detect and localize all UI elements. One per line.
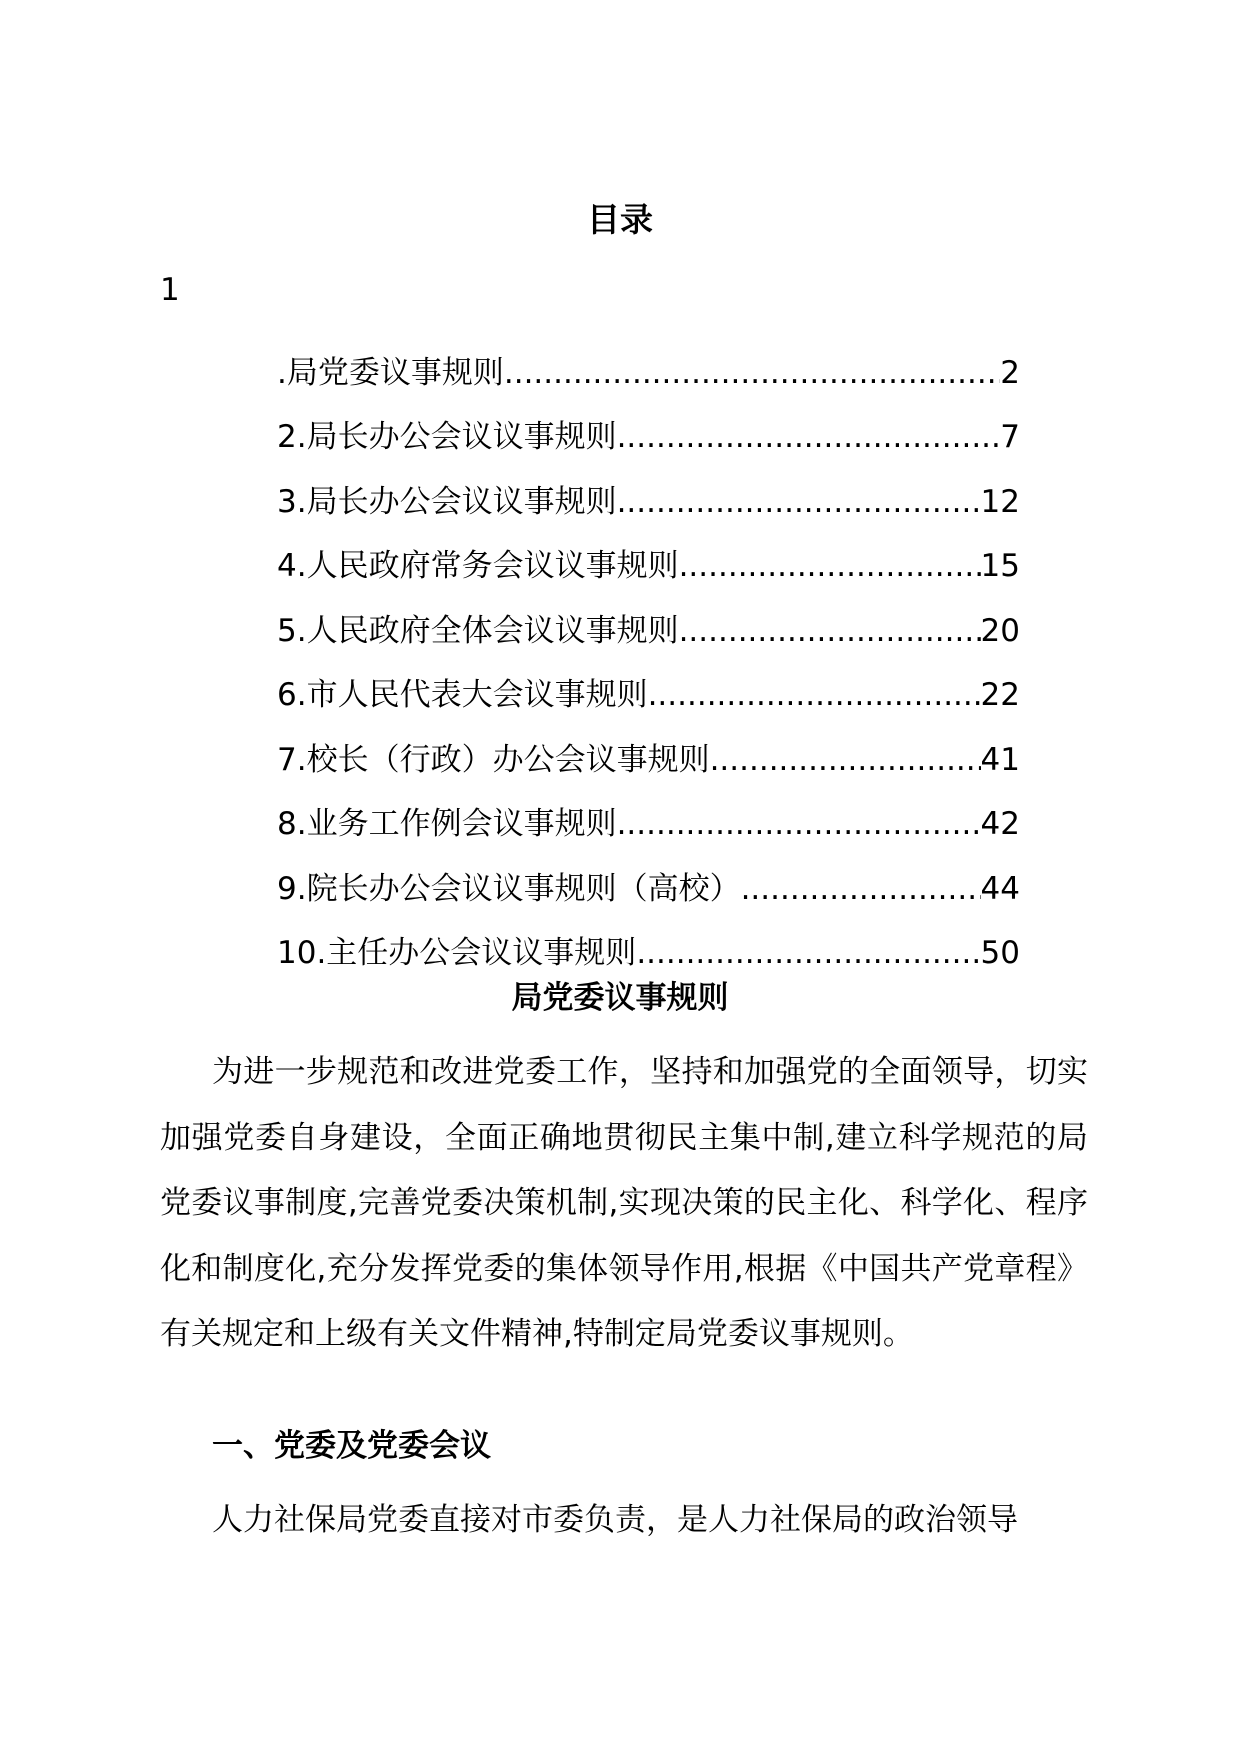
toc-item-label: 10.主任办公会议议事规则 [277,935,637,971]
toc-leader [710,738,981,782]
toc-item-page: 50 [980,935,1020,971]
toc-item-page: 22 [980,677,1020,713]
section-heading: 一、党委及党委会议 [212,1428,491,1464]
toc-leader [741,867,981,911]
toc-item-page: 42 [980,806,1020,842]
toc-item-page: 44 [980,870,1020,907]
toc-item[interactable] [277,653,1020,718]
toc-item-label: 2.局长办公会议议事规则 [277,419,617,455]
toc-leader [617,802,981,846]
toc-item[interactable] [277,717,1020,782]
toc-leader [636,931,980,975]
toc-list [277,330,1020,975]
toc-item-label: 6.市人民代表大会议事规则 [277,677,648,713]
section-paragraph: 人力社保局党委直接对市委负责，是人力社保局的政治领导 [212,1502,1018,1538]
toc-item-label: 8.业务工作例会议事规则 [277,806,617,842]
toc-item-label: 4.人民政府常务会议议事规则 [277,548,679,584]
toc-item[interactable] [277,395,1020,460]
toc-item-label: 3.局长办公会议议事规则 [277,483,617,520]
toc-item[interactable] [277,330,1020,395]
toc-number: 1 [160,272,180,308]
toc-item-label: 5.人民政府全体会议议事规则 [277,612,679,649]
toc-leader [648,673,981,717]
toc-item-page: 7 [1000,419,1020,455]
toc-leader [679,544,981,588]
toc-item-page: 20 [980,612,1020,649]
toc-item[interactable] [277,524,1020,589]
toc-item-label: 7.校长（行政）办公会议事规则 [277,741,710,778]
toc-item[interactable] [277,588,1020,653]
intro-paragraph: 为进一步规范和改进党委工作，坚持和加强党的全面领导，切实加强党委自身建设，全面正确地贯彻民主集中制,建立科学规范的局党委议事制度,完善党委决策机制,实现决策的民主化、科学化、程序化和制度化,充分发挥党委的集体领导作用,根据《中国共产党章程》有关规定和上级有关文件精神,特制定局党委议事规则。 [160,1054,1088,1352]
toc-item[interactable] [277,846,1020,911]
toc-item-page: 41 [980,741,1020,778]
toc-item[interactable] [277,459,1020,524]
toc-leader [504,351,1000,395]
toc-item-page: 2 [1000,354,1020,391]
toc-leader [617,480,981,524]
toc-item[interactable] [277,911,1020,976]
toc-title: 目录 [587,200,653,239]
toc-item-page: 12 [980,483,1020,520]
toc-leader [679,609,981,653]
document-title: 局党委议事规则 [511,980,729,1016]
toc-item[interactable] [277,782,1020,847]
toc-item-label: 9.院长办公会议议事规则（高校） [277,870,741,907]
toc-item-page: 15 [980,548,1020,584]
toc-leader [617,415,1001,459]
toc-item-label: .局党委议事规则 [277,354,504,391]
